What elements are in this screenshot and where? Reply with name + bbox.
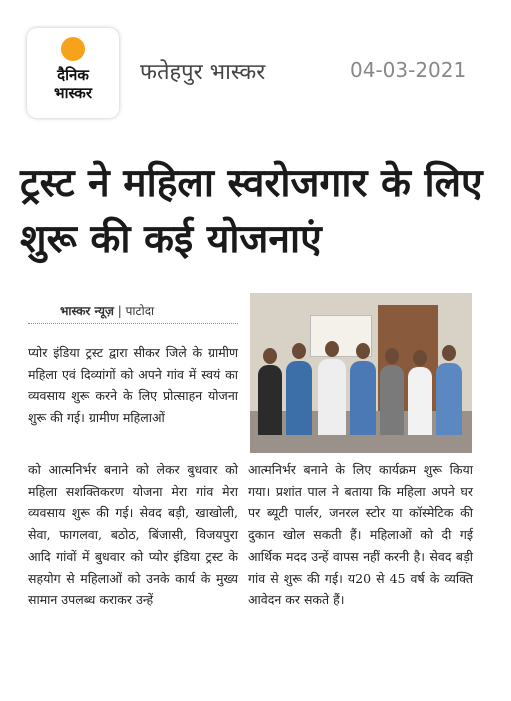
edition-city: फतेहपुर भास्कर: [140, 60, 266, 85]
photo-person: [350, 361, 376, 435]
photo-person: [436, 363, 462, 435]
photo-person: [380, 365, 404, 435]
photo-person-head: [356, 343, 370, 359]
logo-line-2: भास्कर: [54, 84, 92, 102]
photo-person-head: [325, 341, 339, 357]
photo-person-head: [292, 343, 306, 359]
photo-person-head: [413, 350, 427, 366]
article-byline: [60, 302, 154, 319]
photo-person-head: [385, 348, 399, 364]
article-column-1-bottom: को आत्मनिर्भर बनाने को लेकर बुधवार को महिला सशक्तिकरण योजना मेरा गांव मेरा व्यवसाय शुरू की गई। सेवद बड़ी, खाखोली, सेवा, फागलवा, बठोठ, बिंजासी, विजयपुरा आदि गांवों में बुधवार को प्योर इंडिया ट्रस्ट के सहयोग से महिलाओं को उनके कार्य के मुख्य सामान उपलब्ध कराकर उन्हें: [28, 462, 238, 608]
sun-icon: [61, 37, 85, 61]
byline-divider: [28, 323, 238, 324]
byline-place: पाटोदा: [125, 304, 155, 318]
article-column-1-top: प्योर इंडिया ट्रस्ट द्वारा सीकर जिले के ग्रामीण महिला एवं दिव्यांगों को अपने गांव में स्वयं का व्यवसाय शुरू करने के लिए प्रोत्साहन योजना शुरू की गई। ग्रामीण महिलाओं: [28, 345, 238, 426]
edition-date: 04-03-2021: [350, 58, 467, 82]
photo-person: [408, 367, 432, 435]
dainik-bhaskar-logo: [27, 28, 119, 118]
article-column-2: आत्मनिर्भर बनाने के लिए कार्यक्रम शुरू किया गया। प्रशांत पाल ने बताया कि महिला अपने घर पर ब्यूटी पार्लर, जनरल स्टोर या कॉस्मेटिक की दुकान खोल सकती हैं। महिलाओं को दी गई आर्थिक मदद उन्हें वापस नहीं करनी है। सेवद बड़ी गांव से शुरू की गई। य20 से 45 वर्ष के व्यक्ति आवेदन कर सकते हैं।: [248, 462, 473, 608]
photo-person-head: [263, 348, 277, 364]
photo-person: [318, 359, 346, 435]
byline-separator: |: [117, 304, 126, 318]
byline-source: भास्कर न्यूज़: [60, 304, 114, 318]
logo-wordmark: [27, 66, 119, 102]
article-photo: [250, 293, 472, 453]
article-headline: ट्रस्ट ने महिला स्वरोजगार के लिए शुरू की कई योजनाएं: [20, 160, 483, 262]
logo-line-1: दैनिक: [57, 66, 89, 84]
photo-person-head: [442, 345, 456, 361]
photo-person: [286, 361, 312, 435]
newspaper-header: [0, 0, 511, 125]
photo-person: [258, 365, 282, 435]
